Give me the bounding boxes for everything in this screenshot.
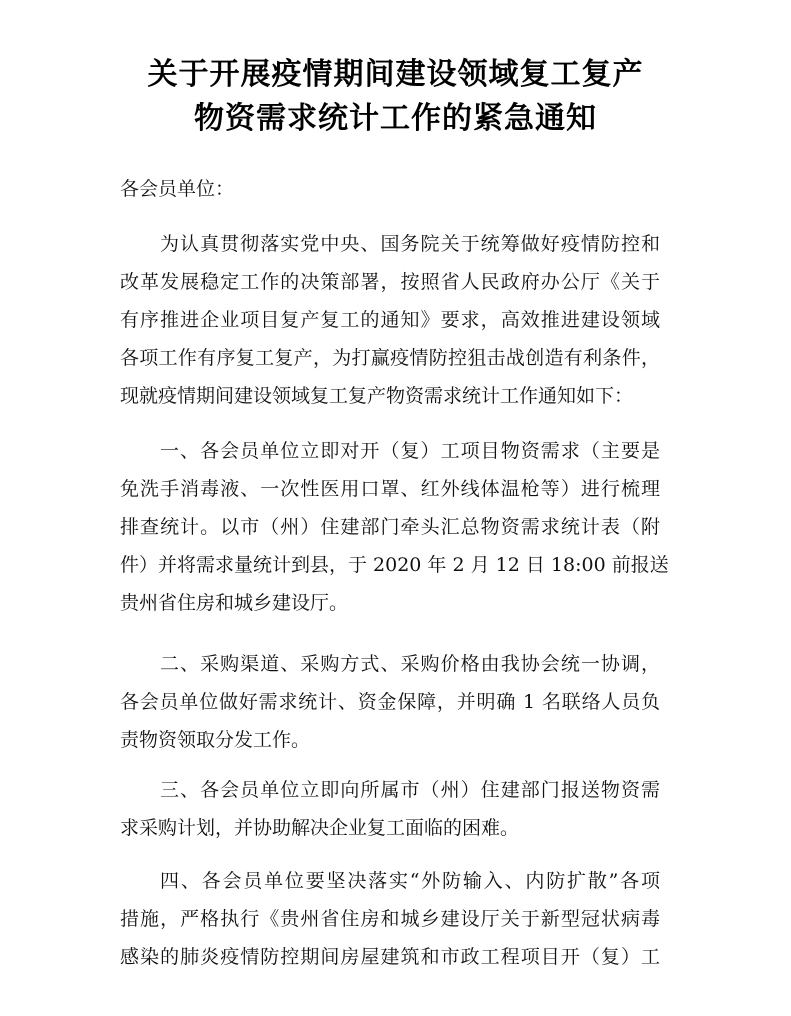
paragraph-line: 排查统计。以市（州）住建部门牵头汇总物资需求统计表（附 xyxy=(120,516,660,538)
paragraph-line: 二、采购渠道、采购方式、采购价格由我协会统一协调， xyxy=(160,653,660,675)
paragraph-line: 贵州省住房和城乡建设厅。 xyxy=(120,592,349,614)
salutation: 各会员单位： xyxy=(120,178,235,200)
paragraph-item-3 xyxy=(120,771,660,847)
paragraph-item-4 xyxy=(120,862,660,976)
document-title-line-1: 关于开展疫情期间建设领域复工复产 xyxy=(147,57,644,92)
paragraph-line: 改革发展稳定工作的决策部署，按照省人民政府办公厅《关于 xyxy=(120,271,660,293)
paragraph-line: 求采购计划，并协助解决企业复工面临的困难。 xyxy=(120,817,520,839)
paragraph-line: 各会员单位做好需求统计、资金保障，并明确 1 名联络人员负 xyxy=(120,691,660,713)
paragraph-intro xyxy=(120,225,660,415)
paragraph-line: 有序推进企业项目复产复工的通知》要求，高效推进建设领域 xyxy=(120,309,660,331)
paragraph-line: 一、各会员单位立即对开（复）工项目物资需求（主要是 xyxy=(160,440,660,462)
paragraph-line: 为认真贯彻落实党中央、国务院关于统筹做好疫情防控和 xyxy=(160,233,660,255)
paragraph-line: 措施，严格执行《贵州省住房和城乡建设厅关于新型冠状病毒 xyxy=(120,908,660,930)
paragraph-line: 免洗手消毒液、一次性医用口罩、红外线体温枪等）进行梳理 xyxy=(120,478,660,500)
document-title-line-2: 物资需求统计工作的紧急通知 xyxy=(194,101,597,136)
paragraph-line: 责物资领取分发工作。 xyxy=(120,729,311,751)
paragraph-line: 感染的肺炎疫情防控期间房屋建筑和市政工程项目开（复）工 xyxy=(120,946,660,968)
paragraph-item-2 xyxy=(120,645,660,759)
paragraph-line: 三、各会员单位立即向所属市（州）住建部门报送物资需 xyxy=(160,779,660,801)
paragraph-line: 四、各会员单位要坚决落实“外防输入、内防扩散”各项 xyxy=(160,870,660,892)
paragraph-line: 各项工作有序复工复产，为打赢疫情防控狙击战创造有利条件， xyxy=(120,347,660,369)
paragraph-line: 现就疫情期间建设领域复工复产物资需求统计工作通知如下： xyxy=(120,385,634,407)
paragraph-item-1 xyxy=(120,432,669,622)
paragraph-line: 件）并将需求量统计到县，于 2020 年 2 月 12 日 18:00 前报送 xyxy=(120,554,669,576)
